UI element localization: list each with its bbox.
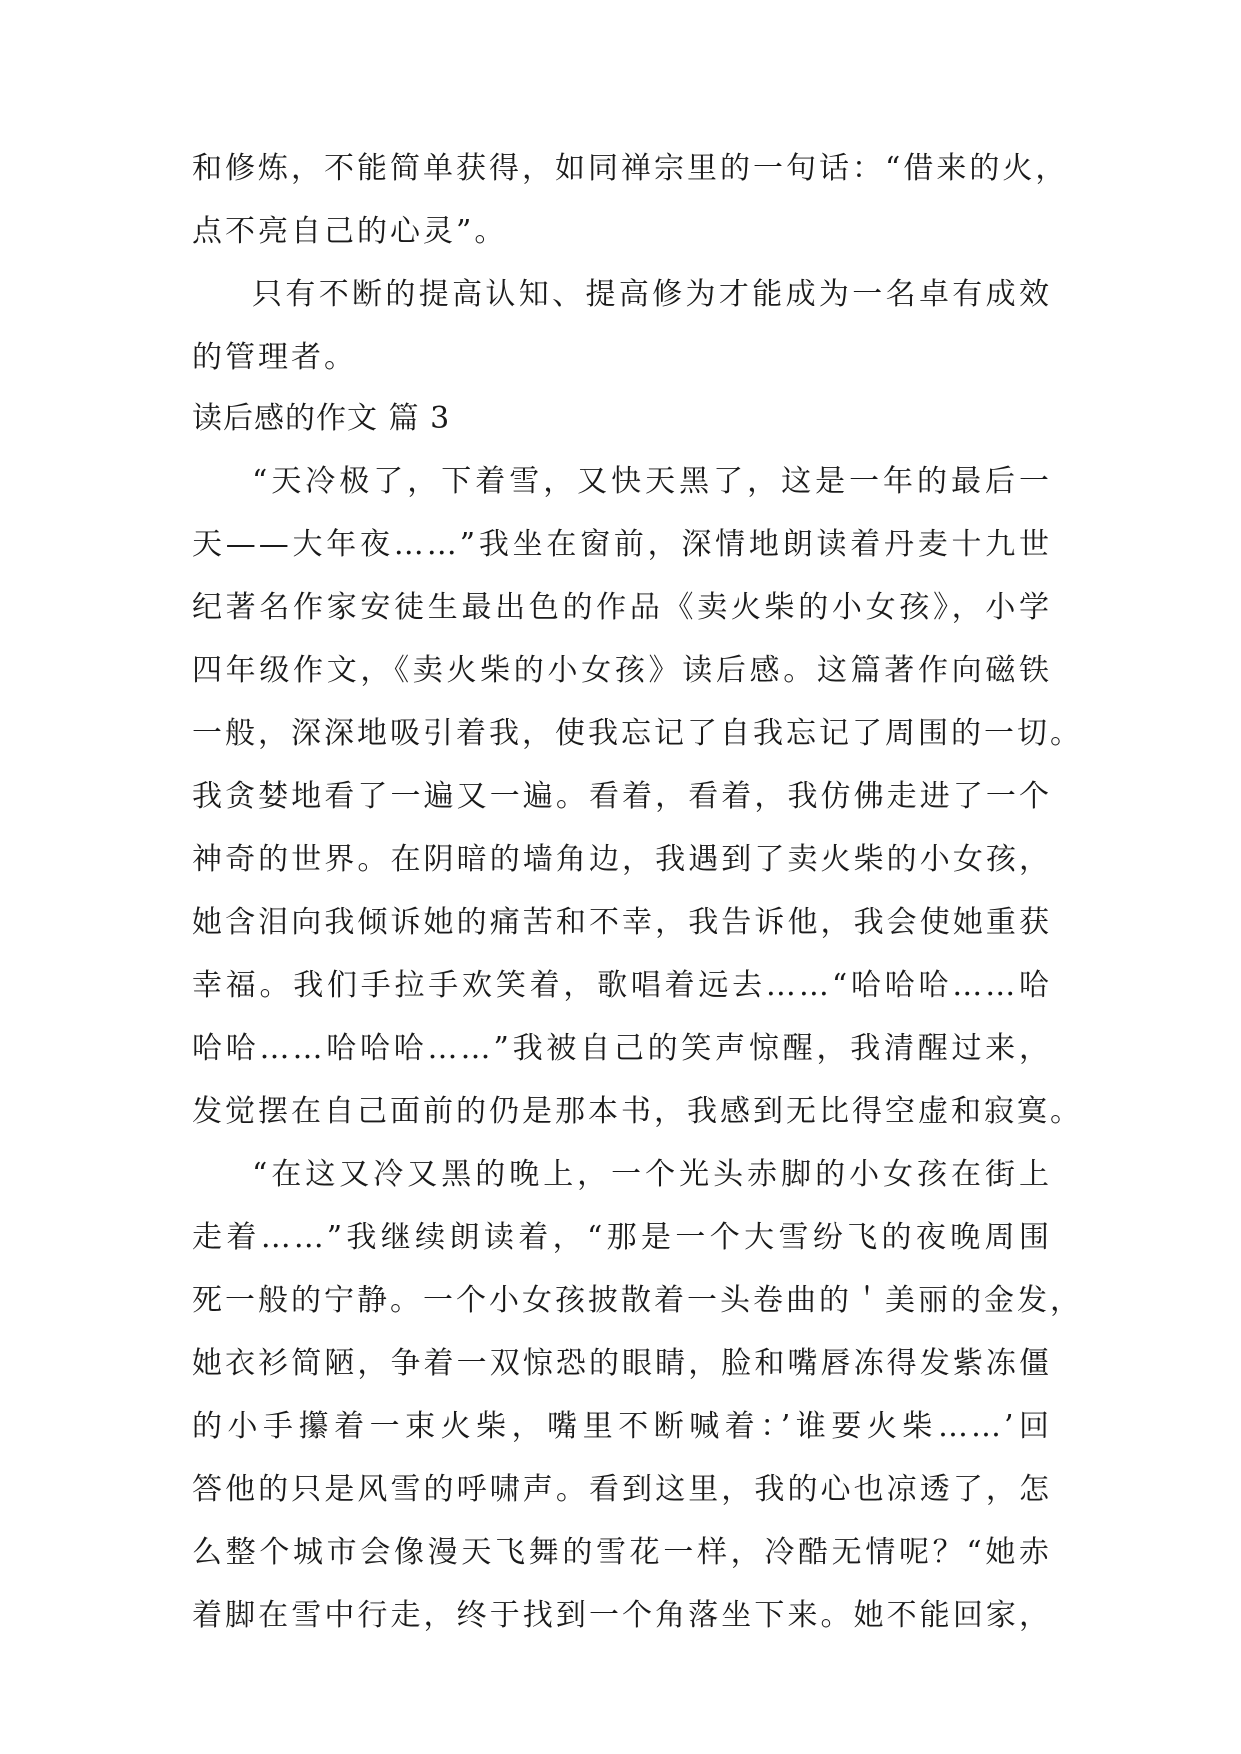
paragraph-line: 哈哈……哈哈哈……”我被自己的笑声惊醒，我清醒过来，	[192, 1031, 1052, 1066]
paragraph-line: 的小手攥着一束火柴，嘴里不断喊着：’谁要火柴……’回	[192, 1409, 1052, 1444]
paragraph-line: 答他的只是风雪的呼啸声。看到这里，我的心也凉透了，怎	[192, 1472, 1052, 1507]
paragraph-line: 么整个城市会像漫天飞舞的雪花一样，冷酷无情呢？“她赤	[192, 1535, 1052, 1570]
paragraph-line: 和修炼，不能简单获得，如同禅宗里的一句话：“借来的火，	[192, 151, 1069, 186]
paragraph-line: 点不亮自己的心灵”。	[192, 214, 508, 249]
paragraph-line: “在这又冷又黑的晚上，一个光头赤脚的小女孩在街上	[252, 1157, 1052, 1192]
paragraph-line: 发觉摆在自己面前的仍是那本书，我感到无比得空虚和寂寞。	[192, 1094, 1083, 1129]
paragraph-line: 纪著名作家安徒生最出色的作品《卖火柴的小女孩》，小学	[192, 590, 1052, 625]
paragraph-line: 神奇的世界。在阴暗的墙角边，我遇到了卖火柴的小女孩，	[192, 842, 1052, 877]
paragraph-line: 她含泪向我倾诉她的痛苦和不幸，我告诉他，我会使她重获	[192, 905, 1052, 940]
paragraph-line: 走着……”我继续朗读着，“那是一个大雪纷飞的夜晚周围	[192, 1220, 1052, 1255]
paragraph-line: 着脚在雪中行走，终于找到一个角落坐下来。她不能回家，	[192, 1598, 1052, 1633]
section-heading: 读后感的作文 篇 3	[192, 401, 451, 436]
paragraph-line: 她衣衫简陋，争着一双惊恐的眼睛，脸和嘴唇冻得发紫冻僵	[192, 1346, 1052, 1381]
paragraph-line: 天——大年夜……”我坐在窗前，深情地朗读着丹麦十九世	[192, 527, 1052, 562]
paragraph-line: 一般，深深地吸引着我，使我忘记了自我忘记了周围的一切。	[192, 716, 1083, 751]
paragraph-line: “天冷极了，下着雪，又快天黑了，这是一年的最后一	[252, 464, 1052, 499]
paragraph-line: 死一般的宁静。一个小女孩披散着一头卷曲的＇美丽的金发，	[192, 1283, 1083, 1318]
paragraph-line: 只有不断的提高认知、提高修为才能成为一名卓有成效	[252, 277, 1052, 312]
paragraph-line: 幸福。我们手拉手欢笑着，歌唱着远去……“哈哈哈……哈	[192, 968, 1052, 1003]
paragraph-line: 的管理者。	[192, 340, 357, 375]
paragraph-line: 我贪婪地看了一遍又一遍。看着，看着，我仿佛走进了一个	[192, 779, 1052, 814]
paragraph-line: 四年级作文，《卖火柴的小女孩》读后感。这篇著作向磁铁	[192, 653, 1052, 688]
